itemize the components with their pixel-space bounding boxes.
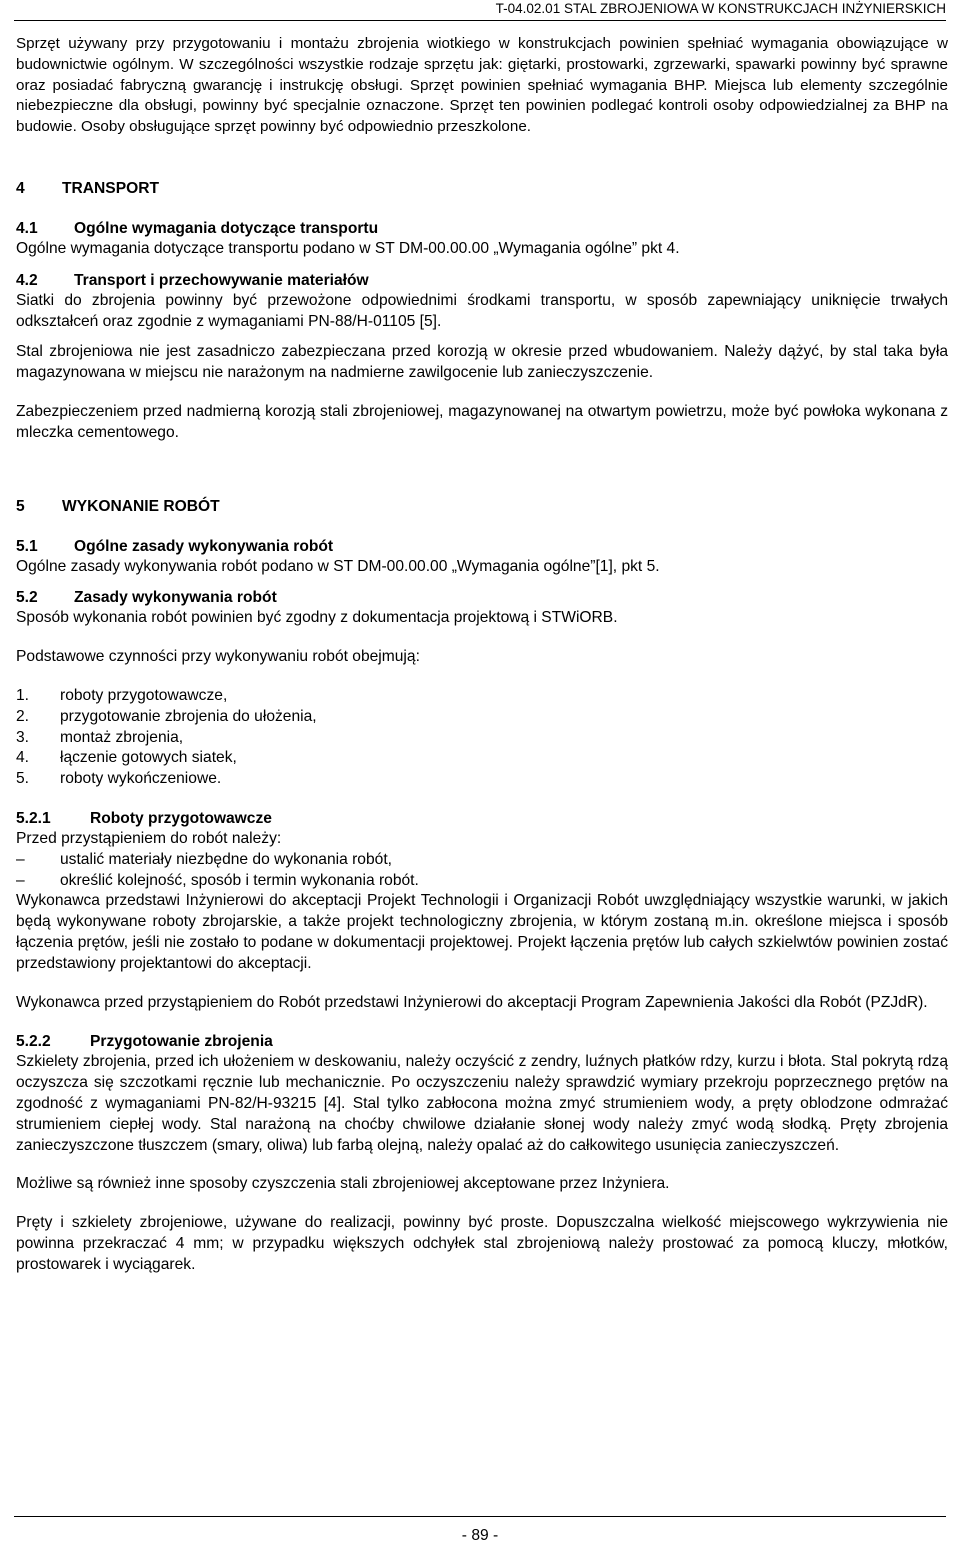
list-item: 1. roboty przygotowawcze, — [16, 686, 228, 704]
list-item: – określić kolejność, sposób i termin wykonania robót. — [16, 871, 948, 892]
chapter-5-heading — [16, 496, 948, 518]
section-5-2-2-heading — [16, 1031, 948, 1052]
list-item: 4. łączenie gotowych siatek, — [16, 749, 237, 767]
chapter-title: WYKONANIE ROBÓT — [62, 497, 220, 515]
paragraph: Możliwe są również inne sposoby czyszczenia stali zbrojeniowej akceptowane przez Inżyniera. — [16, 1175, 670, 1193]
section-title: Ogólne wymagania dotyczące transportu — [74, 219, 379, 237]
chapter-number: 5 — [16, 497, 25, 515]
section-title: Przygotowanie zbrojenia — [90, 1033, 273, 1051]
paragraph: Pręty i szkielety zbrojeniowe, używane do realizacji, powinny być proste. Dopuszczalna wielkość miejscowego wykrzywienia nie powinna przekraczać 4 mm; w przypadku większych odchyłek stal zbrojeniową należy prostować za pomocą kluczy, młotków, prostowarek i wyciągarek. — [16, 1214, 948, 1273]
section-number: 5.2.2 — [16, 1033, 51, 1051]
list-item: 3. montaż zbrojenia, — [16, 728, 184, 746]
dash-bullet: – — [16, 871, 25, 889]
chapter-4-heading — [16, 178, 948, 200]
intro-paragraph: Sprzęt używany przy przygotowaniu i montażu zbrojenia wiotkiego w konstrukcjach powinien spełniać wymagania obowiązujące w budownictwie ogólnym. W szczególności wszystkie rodzaje sprzętu jak: giętarki, prostowarki, zgrzewarki, spawarki powinny być sprawne oraz posiadać fabryczną gwarancję i instrukcję obsługi. Sprzęt powinien spełniać wymagania BHP. Miejsca lub elementy szczególnie niebezpieczne dla obsługi, powinny być specjalnie oznaczone. Sprzęt ten powinien podlegać kontroli osoby odpowiedzialnej za BHP na budowie. Osoby obsługujące sprzęt powinny być odpowiednio przeszkolone. — [16, 35, 948, 136]
paragraph: Zabezpieczeniem przed nadmierną korozją stali zbrojeniowej, magazynowanej na otwartym powietrzu, może być powłoka wykonana z mleczka cementowego. — [16, 402, 948, 441]
list-item: 2. przygotowanie zbrojenia do ułożenia, — [16, 707, 317, 725]
chapter-number: 4 — [16, 179, 25, 197]
paragraph: Podstawowe czynności przy wykonywaniu robót obejmują: — [16, 648, 420, 666]
section-5-2-heading — [16, 587, 948, 608]
section-number: 5.2.1 — [16, 809, 51, 827]
section-number: 5.2 — [16, 589, 38, 607]
section-4-2-heading — [16, 270, 948, 291]
paragraph: Sposób wykonania robót powinien być zgodny z dokumentacja projektową i STWiORB. — [16, 609, 618, 627]
chapter-title: TRANSPORT — [62, 179, 160, 197]
paragraph: Szkielety zbrojenia, przed ich ułożeniem w deskowaniu, należy oczyścić z zendry, luźnych płatków rdzy, kurzu i błota. Stal pokrytą rdzą oczyszcza się szczotkami ręcznie lub mechanicznie. Po oczyszczeniu należy sprawdzić wymiary przekroju poprzecznego prętów na zgodność z wymaganiami PN-82/H-93215 [4]. Stal tylko zabłocona można zmyć strumieniem wody, a pręty oblodzone odmrażać strumieniem ciepłej wody. Stal narażoną na choćby chwilowe działanie słonej wody należy zmyć wodą słodką. Pręty zbrojenia zanieczyszczone tłuszczem (smary, oliwa) lub farbą olejną, należy opalać aż do całkowitego usunięcia zanieczyszczeń. — [16, 1053, 948, 1154]
section-title: Ogólne zasady wykonywania robót — [74, 537, 334, 555]
paragraph: Stal zbrojeniowa nie jest zasadniczo zabezpieczana przed korozją w okresie przed wbudowaniem. Należy dążyć, by stal taka była magazynowana w miejscu nie narażonym na nadmierne zawilgocenie lub zanieczyszczenie. — [16, 343, 948, 382]
section-number: 5.1 — [16, 537, 38, 555]
section-number: 4.1 — [16, 219, 38, 237]
document-body — [16, 34, 948, 1275]
page-header — [14, 0, 946, 21]
section-number: 4.2 — [16, 271, 38, 289]
paragraph: Siatki do zbrojenia powinny być przewożone odpowiednimi środkami transportu, w sposób zapewniający uniknięcie trwałych odkształceń oraz zgodnie z wymaganiami PN-88/H-01105 [5]. — [16, 291, 948, 330]
page-number: - 89 - — [461, 1527, 499, 1544]
section-4-1-heading — [16, 218, 948, 239]
paragraph: Przed przystąpieniem do robót należy: — [16, 829, 282, 847]
section-title: Zasady wykonywania robót — [74, 589, 277, 607]
footer-divider — [14, 1516, 946, 1517]
list-item: 5. roboty wykończeniowe. — [16, 770, 222, 788]
section-5-1-heading — [16, 536, 948, 557]
paragraph: Wykonawca przedstawi Inżynierowi do akceptacji Projekt Technologii i Organizacji Robót uwzględniający wszystkie warunki, w jakich będą wykonywane roboty zbrojarskie, a także projekt technologiczny zbrojenia, w którym zostaną m.in. określone miejsca i sposób łączenia prętów, jeśli nie zostało to podane w dokumentacji projektowej. Projekt łączenia prętów lub całych szkielwtów powinien zostać przedstawiony projektantowi do akceptacji. — [16, 892, 948, 972]
list-item: – ustalić materiały niezbędne do wykonania robót, — [16, 850, 948, 871]
dash-bullet: – — [16, 850, 25, 868]
section-title: Roboty przygotowawcze — [90, 809, 272, 827]
section-5-2-1-heading — [16, 808, 948, 829]
section-5-1-text: Ogólne zasady wykonywania robót podano w ST DM-00.00.00 „Wymagania ogólne”[1], pkt 5. — [16, 557, 660, 575]
section-title: Transport i przechowywanie materiałów — [74, 271, 369, 289]
work-steps-list — [16, 686, 948, 790]
section-4-1-text: Ogólne wymagania dotyczące transportu podano w ST DM-00.00.00 „Wymagania ogólne” pkt 4. — [16, 239, 680, 257]
paragraph: Wykonawca przed przystąpieniem do Robót przedstawi Inżynierowi do akceptacji Program Zapewnienia Jakości dla Robót (PZJdR). — [16, 993, 928, 1011]
document-title: T-04.02.01 STAL ZBROJENIOWA W KONSTRUKCJACH INŻYNIERSKICH — [495, 1, 946, 16]
